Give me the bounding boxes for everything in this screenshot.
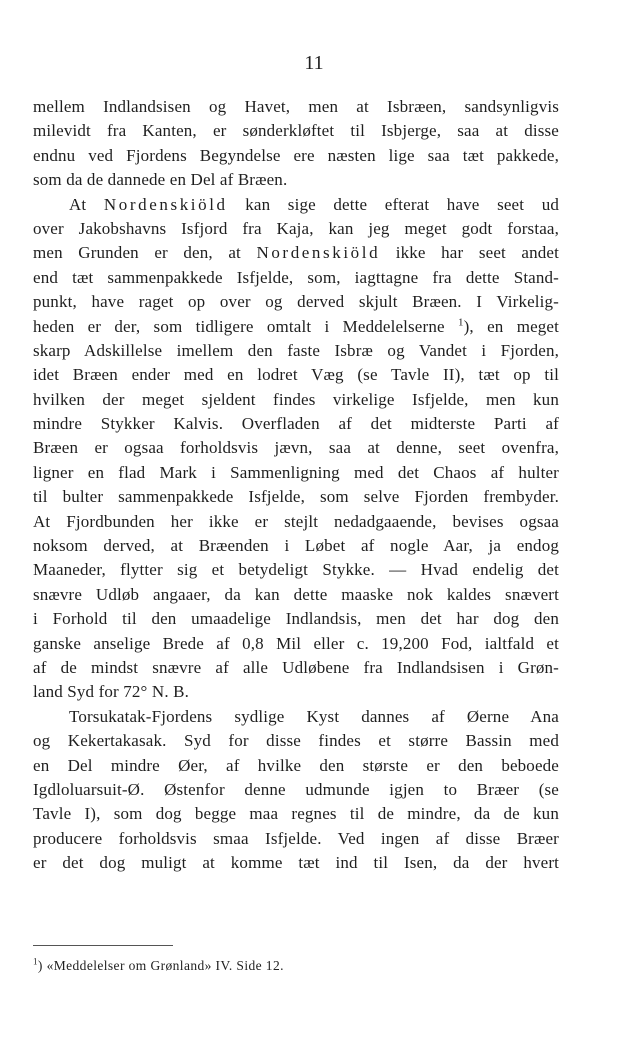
text-line: ligner en flad Mark i Sammenligning med det Chaos af hulter [33, 462, 559, 482]
author-name: Nordenskiöld [103, 194, 228, 214]
text-line: og Kekertakasak. Syd for disse findes et større Bassin med [33, 731, 559, 751]
text-run: ), en meget [463, 316, 559, 336]
text-line: ganske anselige Brede af 0,8 Mil eller c. 19,200 Fod, ialtfald et [33, 633, 559, 653]
text-line: i Forhold til den umaadelige Indlandsis, men det har dog den [33, 609, 559, 629]
text-line: af de mindst snævre af alle Udløbene fra Indlandsisen i Grøn- [33, 657, 559, 677]
page-number: 11 [304, 52, 324, 74]
text-run: heden er der, som tidligere omtalt i Meddelelserne [33, 316, 458, 336]
text-run: kan sige dette efterat have seet ud [227, 194, 559, 214]
text-line [33, 193, 559, 217]
text-line: Maaneder, flytter sig et betydeligt Stykke. — Hvad endelig det [33, 560, 559, 580]
text-line: noksom derved, at Bræenden i Løbet af nogle Aar, ja endog [33, 536, 559, 556]
text-line: som da de dannede en Del af Bræen. [33, 170, 288, 190]
text-line: milevidt fra Kanten, er sønderkløftet til Isbjerge, saa at disse [33, 121, 559, 141]
text-line: end tæt sammenpakkede Isfjelde, som, iagttagne fra dette Stand- [33, 267, 559, 287]
text-line: snævre Udløb angaaer, da kan dette maaske nok kaldes snævert [33, 584, 559, 604]
text-line: producere forholdsvis smaa Isfjelde. Ved ingen af disse Bræer [33, 828, 559, 848]
text-line: endnu ved Fjordens Begyndelse ere næsten lige saa tæt pakkede, [33, 145, 559, 165]
text-line: punkt, have raget op over og derved skjult Bræen. I Virkelig- [33, 292, 559, 312]
text-line: mindre Stykker Kalvis. Overfladen af det midterste Parti af [33, 414, 559, 434]
text-line [33, 315, 559, 339]
footnote [33, 957, 284, 975]
text-run: ikke har seet andet [380, 243, 559, 263]
text-line: Bræen er ogsaa forholdsvis jævn, saa at denne, seet ovenfra, [33, 438, 559, 458]
footnote-text: ) «Meddelelser om Grønland» IV. Side 12. [37, 958, 284, 973]
text-line: til bulter sammenpakkede Isfjelde, som selve Fjorden frembyder. [33, 487, 559, 507]
text-line: Igdloluarsuit-Ø. Østenfor denne udmunde igjen to Bræer (se [33, 779, 559, 799]
footnote-reference: 1 [457, 315, 464, 328]
text-run: men Grunden er den, at [33, 243, 257, 263]
text-line: hvilken der meget sjeldent findes virkelige Isfjelde, men kun [33, 389, 559, 409]
text-line: Torsukatak-Fjordens sydlige Kyst dannes af Øerne Ana [69, 706, 559, 726]
text-line: over Jakobshavns Isfjord fra Kaja, kan jeg meget godt forstaa, [33, 218, 559, 238]
footnote-divider [33, 945, 173, 946]
text-line: en Del mindre Øer, af hvilke den største er den beboede [33, 755, 559, 775]
text-line: mellem Indlandsisen og Havet, men at Isbræen, sandsynligvis [33, 97, 559, 116]
text-line: skarp Adskillelse imellem den faste Isbræ og Vandet i Fjorden, [33, 340, 559, 360]
author-name: Nordenskiöld [256, 243, 381, 263]
text-line: er det dog muligt at komme tæt ind til Isen, da der hvert [33, 853, 559, 873]
text-line: Tavle I), som dog begge maa regnes til de mindre, da de kun [33, 804, 559, 824]
text-run: At [69, 194, 104, 214]
text-line: At Fjordbunden her ikke er stejlt nedadgaaende, bevises ogsaa [33, 511, 559, 531]
text-line: idet Bræen ender med en lodret Væg (se Tavle II), tæt op til [33, 365, 559, 385]
footnote-mark: 1 [33, 956, 38, 967]
text-line: land Syd for 72° N. B. [33, 682, 190, 702]
body-text [33, 95, 559, 876]
text-line [33, 241, 559, 265]
